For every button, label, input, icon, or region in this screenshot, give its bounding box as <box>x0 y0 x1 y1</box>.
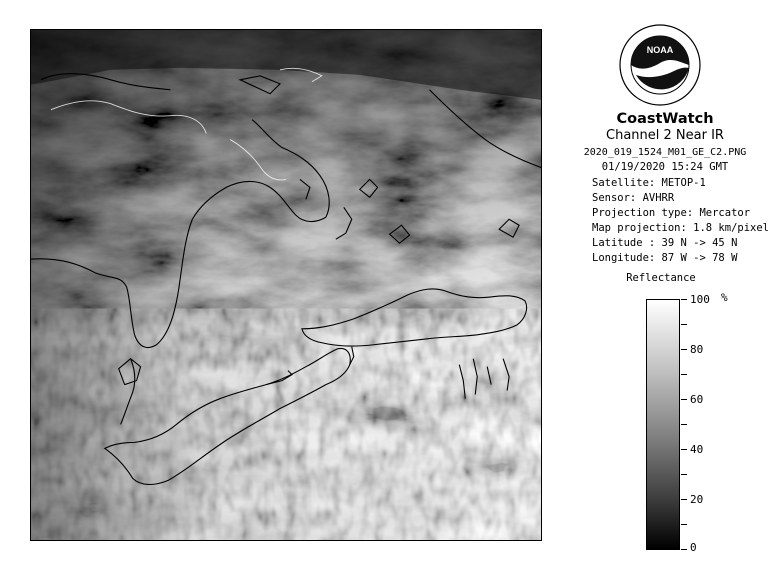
legend-tick-label: 80 <box>690 343 704 356</box>
channel-subtitle: Channel 2 Near IR <box>606 128 724 143</box>
map-projection-line: Map projection: 1.8 km/pixel <box>592 222 770 234</box>
legend-minor-tick <box>681 474 687 475</box>
legend-tick <box>681 449 687 450</box>
legend-tick <box>681 399 687 400</box>
legend-minor-tick <box>681 374 687 375</box>
satellite-line: Satellite: METOP-1 <box>592 177 706 189</box>
legend-tick <box>681 349 687 350</box>
legend-unit: % <box>721 291 728 304</box>
legend-tick-label: 40 <box>690 443 704 456</box>
legend-tick-label: 100 <box>690 293 710 306</box>
noaa-logo <box>618 23 702 107</box>
acquisition-datetime: 01/19/2020 15:24 GMT <box>601 161 729 173</box>
legend-tick <box>681 299 687 300</box>
noaa-logo-text: NOAA <box>646 45 674 55</box>
longitude-line: Longitude: 87 W -> 78 W <box>592 252 738 264</box>
legend-minor-tick <box>681 524 687 525</box>
legend-title: Reflectance <box>626 272 696 284</box>
sensor-line: Sensor: AVHRR <box>592 192 675 204</box>
reflectance-colorbar <box>646 299 680 550</box>
image-filename: 2020_019_1524_M01_GE_C2.PNG <box>583 147 747 158</box>
legend-tick-label: 0 <box>690 541 697 554</box>
legend-minor-tick <box>681 424 687 425</box>
legend-tick <box>681 499 687 500</box>
legend-minor-tick <box>681 324 687 325</box>
satellite-map <box>31 30 541 540</box>
legend-tick-label: 20 <box>690 493 704 506</box>
satellite-image <box>30 29 542 541</box>
projection-type-line: Projection type: Mercator <box>592 207 751 219</box>
legend-tick-label: 60 <box>690 393 704 406</box>
legend-tick <box>681 549 687 550</box>
latitude-line: Latitude : 39 N -> 45 N <box>592 237 738 249</box>
app-title: CoastWatch <box>616 111 714 127</box>
